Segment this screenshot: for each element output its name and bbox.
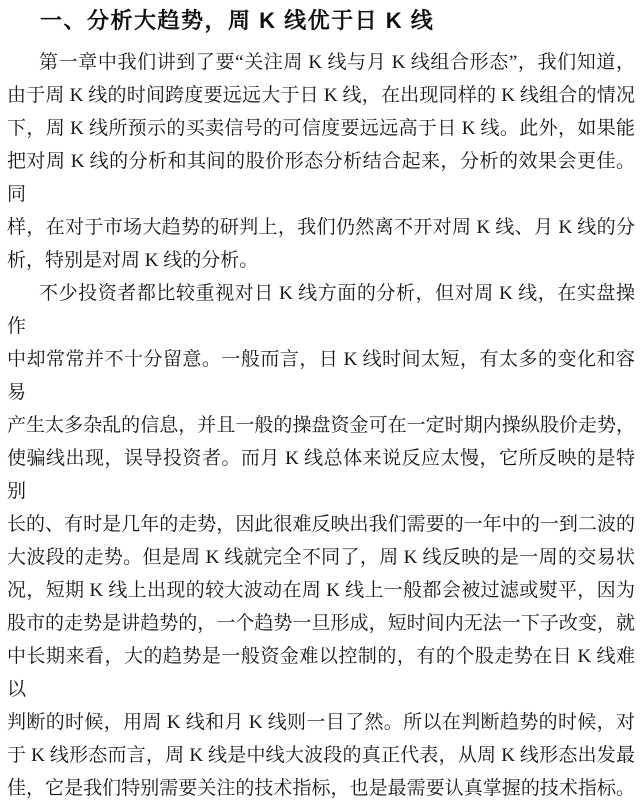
text-line: 下，周 K 线所预示的买卖信号的可信度要远远高于日 K 线。此外，如果能: [7, 118, 635, 139]
paragraph-2: [7, 277, 635, 805]
text-line: 股市的走势是讲趋势的，一个趋势一旦形成，短时间内无法一下子改变，就: [7, 613, 635, 634]
text-line: 产生太多杂乱的信息，并且一般的操盘资金可在一定时期内操纵股价走势，: [7, 415, 635, 436]
text-line: 大波段的走势。但是周 K 线就完全不同了，周 K 线反映的是一周的交易状: [7, 547, 635, 568]
text-line: 中长期来看，大的趋势是一般资金难以控制的，有的个股走势在日 K 线难以: [7, 646, 635, 700]
section-title: 一、分析大趋势，周 K 线优于日 K 线: [40, 8, 435, 33]
text-line: 佳，它是我们特别需要关注的技术指标，也是最需要认真掌握的技术指标。: [7, 778, 635, 799]
text-line: 第一章中我们讲到了要“关注周 K 线与月 K 线组合形态”，我们知道，: [39, 52, 635, 73]
text-line: 判断的时候，用周 K 线和月 K 线则一目了然。所以在判断趋势的时候，对: [7, 712, 635, 733]
text-line: 样，在对于市场大趋势的研判上，我们仍然离不开对周 K 线、月 K 线的分: [7, 217, 635, 238]
text-line: 由于周 K 线的时间跨度要远远大于日 K 线，在出现同样的 K 线组合的情况: [7, 85, 635, 106]
text-line: 把对周 K 线的分析和其间的股价形态分析结合起来，分析的效果会更佳。同: [7, 151, 635, 205]
text-line: 析，特别是对周 K 线的分析。: [7, 250, 259, 271]
text-line: 于 K 线形态而言，周 K 线是中线大波段的真正代表，从周 K 线形态出发最: [7, 745, 635, 766]
body-text: [7, 46, 635, 805]
paragraph-1: [7, 46, 635, 277]
text-line: 使骗线出现，误导投资者。而月 K 线总体来说反应太慢，它所反映的是特别: [7, 448, 635, 502]
text-line: 长的、有时是几年的走势，因此很难反映出我们需要的一年中的一到二波的: [7, 514, 635, 535]
text-line: 不少投资者都比较重视对日 K 线方面的分析，但对周 K 线，在实盘操作: [7, 283, 635, 337]
text-line: 中却常常并不十分留意。一般而言，日 K 线时间太短，有太多的变化和容易: [7, 349, 635, 403]
text-line: 况，短期 K 线上出现的较大波动在周 K 线上一般都会被过滤或熨平，因为: [7, 580, 635, 601]
